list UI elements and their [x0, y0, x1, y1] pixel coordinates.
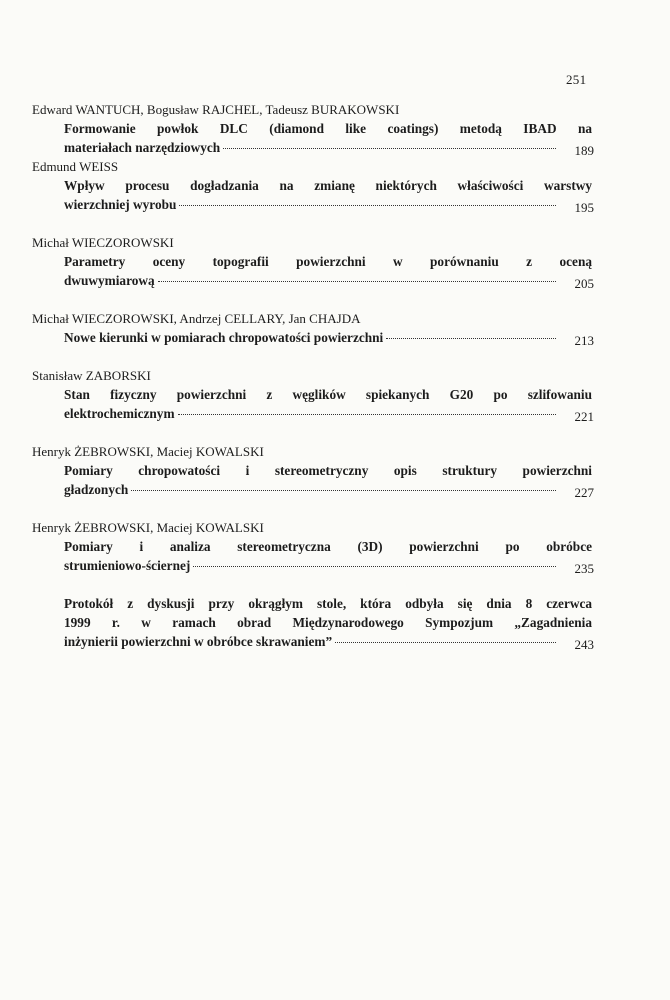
entry-title-last-line — [64, 632, 592, 651]
toc-entry — [32, 366, 592, 423]
dot-leader — [193, 566, 556, 567]
entry-title-line: materiałach narzędziowych — [64, 140, 221, 155]
entry-title-last-line — [64, 328, 592, 347]
entry-authors: Edward WANTUCH, Bogusław RAJCHEL, Tadeusz BURAKOWSKI — [32, 102, 400, 117]
entry-title-line: Nowe kierunki w pomiarach chropowatości powierzchni — [64, 330, 384, 345]
dot-leader — [386, 338, 556, 339]
entry-title-line: gładzonych — [64, 482, 129, 497]
entry-title — [32, 119, 592, 157]
toc-entry — [32, 233, 592, 290]
entry-page: 189 — [574, 143, 594, 158]
entry-authors: Michał WIECZOROWSKI, Andrzej CELLARY, Jan CHAJDA — [32, 311, 361, 326]
entry-title-line: Pomiary chropowatości i stereometryczny opis struktury powierzchni — [64, 463, 592, 478]
entry-title — [32, 176, 592, 214]
entry-title-last-line — [64, 195, 592, 214]
entry-authors: Michał WIECZOROWSKI — [32, 235, 174, 250]
toc-entry — [32, 518, 592, 575]
entry-page: 221 — [574, 409, 594, 424]
entry-title-last-line — [64, 404, 592, 423]
entry-title-line: wierzchniej wyrobu — [64, 197, 177, 212]
entry-title-line: Wpływ procesu dogładzania na zmianę niektórych właściwości warstwy — [64, 178, 592, 193]
entry-title-line: elektrochemicznym — [64, 406, 175, 421]
table-of-contents — [32, 100, 592, 651]
entry-title — [32, 252, 592, 290]
dot-leader — [179, 205, 556, 206]
dot-leader — [223, 148, 556, 149]
entry-page: 243 — [574, 637, 594, 652]
entry-title — [32, 328, 592, 347]
entry-title-line: Formowanie powłok DLC (diamond like coatings) metodą IBAD na — [64, 121, 592, 136]
dot-leader — [131, 490, 556, 491]
entry-title-last-line — [64, 271, 592, 290]
entry-page: 213 — [574, 333, 594, 348]
entry-title — [32, 594, 592, 651]
entry-title-line: dwuwymiarową — [64, 273, 155, 288]
entry-title-last-line — [64, 138, 592, 157]
entry-authors: Henryk ŻEBROWSKI, Maciej KOWALSKI — [32, 520, 264, 535]
entry-title-line: Parametry oceny topografii powierzchni w porównaniu z oceną — [64, 254, 592, 269]
entry-page: 235 — [574, 561, 594, 576]
entry-title-line: strumieniowo-ściernej — [64, 558, 191, 573]
entry-authors: Henryk ŻEBROWSKI, Maciej KOWALSKI — [32, 444, 264, 459]
entry-title-line: 1999 r. w ramach obrad Międzynarodowego Sympozjum „Zagadnienia — [64, 615, 592, 630]
toc-entry — [32, 309, 592, 347]
entry-page: 205 — [574, 276, 594, 291]
dot-leader — [335, 642, 556, 643]
entry-title-line: inżynierii powierzchni w obróbce skrawaniem” — [64, 634, 333, 649]
entry-title-line: Protokół z dyskusji przy okrągłym stole, która odbyła się dnia 8 czerwca — [64, 596, 592, 611]
toc-entry — [32, 100, 592, 157]
entry-authors: Stanisław ZABORSKI — [32, 368, 151, 383]
entry-title-line: Stan fizyczny powierzchni z węglików spiekanych G20 po szlifowaniu — [64, 387, 592, 402]
entry-title-last-line — [64, 556, 592, 575]
toc-entry — [32, 594, 592, 651]
entry-title-line: Pomiary i analiza stereometryczna (3D) powierzchni po obróbce — [64, 539, 592, 554]
toc-entry — [32, 157, 592, 214]
entry-authors: Edmund WEISS — [32, 159, 119, 174]
page-number: 251 — [566, 72, 587, 87]
entry-page: 195 — [574, 200, 594, 215]
entry-title — [32, 537, 592, 575]
toc-entry — [32, 442, 592, 499]
dot-leader — [178, 414, 556, 415]
entry-title-last-line — [64, 480, 592, 499]
entry-title — [32, 385, 592, 423]
dot-leader — [158, 281, 556, 282]
entry-page: 227 — [574, 485, 594, 500]
entry-title — [32, 461, 592, 499]
